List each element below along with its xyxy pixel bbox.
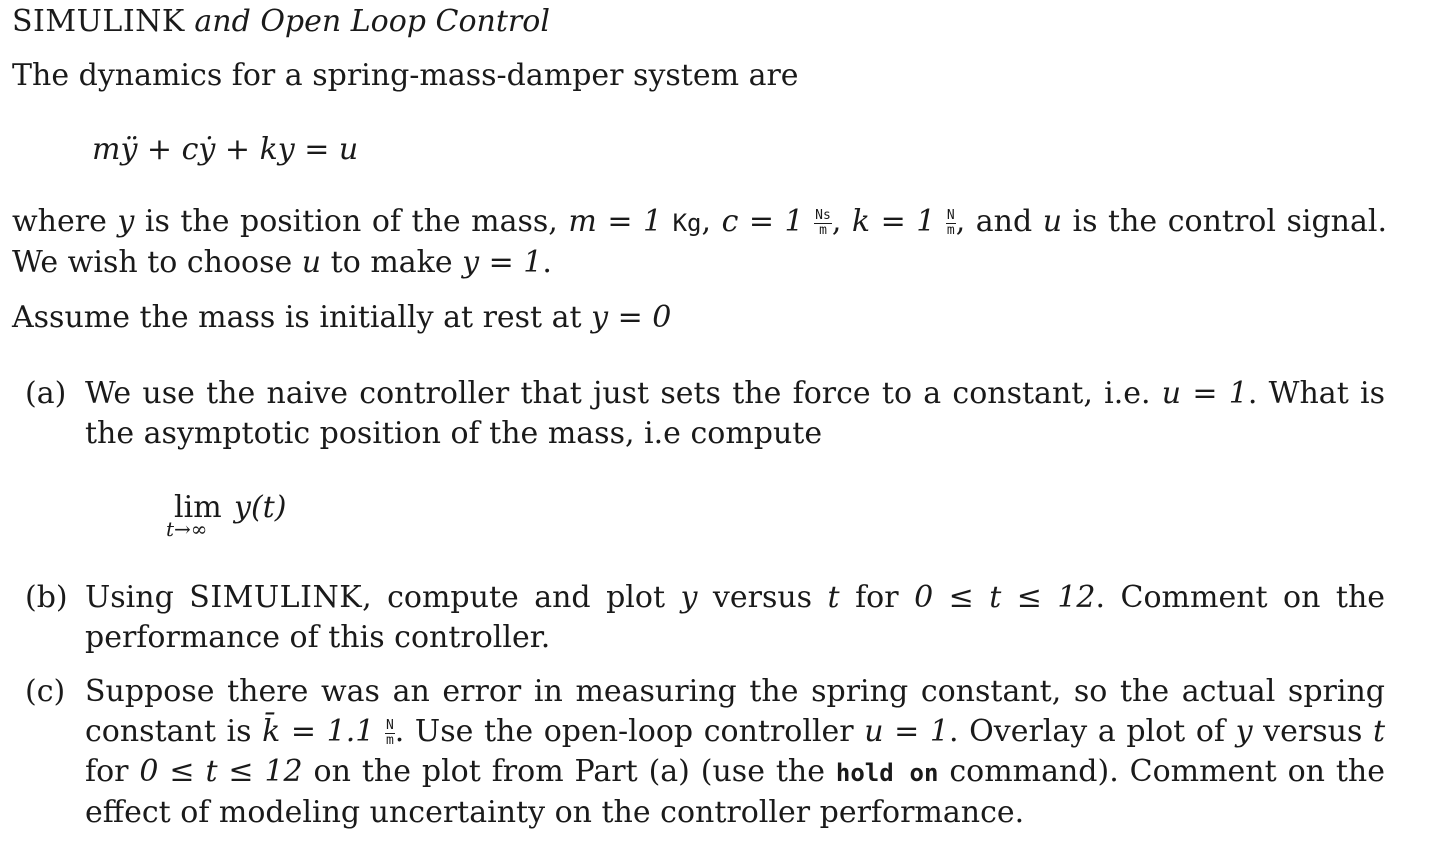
frac-den: m xyxy=(819,222,827,238)
part-text: for xyxy=(85,754,140,789)
math-y-eq: y = 1 xyxy=(462,245,543,280)
part-text: Suppose there was an error in measuring the spring constant, so the actual spring constant is xyxy=(85,674,1385,749)
dynamics-equation: mÿ + cẏ + ky = u xyxy=(92,132,359,167)
math-u1: u = 1 xyxy=(1161,376,1248,411)
part-a-label: (a) xyxy=(25,376,67,411)
simulink-word: SIMULINK xyxy=(189,580,363,615)
part-text: . Comment on the performance of this controller. xyxy=(85,580,1386,655)
unit-kg: Kg xyxy=(672,209,702,237)
code-hold-on: hold on xyxy=(835,759,939,787)
where-text: , xyxy=(701,204,722,239)
frac-num: N xyxy=(946,207,955,223)
where-text: , xyxy=(831,204,852,239)
section-heading xyxy=(12,2,550,42)
frac-num: N xyxy=(385,717,394,733)
math-range: 0 ≤ t ≤ 12 xyxy=(914,580,1096,615)
part-text: . Use the open-loop controller xyxy=(394,714,865,749)
where-text: to make xyxy=(321,245,463,280)
lim-word: lim xyxy=(174,490,222,525)
math-m: m = 1 xyxy=(568,204,673,239)
math-range: 0 ≤ t ≤ 12 xyxy=(139,754,303,789)
math-u: u xyxy=(301,245,322,280)
part-text: , compute and plot xyxy=(362,580,681,615)
part-text: We use the naive controller that just sets the force to a constant, i.e. xyxy=(85,376,1162,411)
frac-num: Ns xyxy=(815,207,831,223)
fraction-n-m xyxy=(946,209,956,238)
where-text: . xyxy=(542,245,552,280)
math-y: y xyxy=(117,204,135,239)
part-text: for xyxy=(839,580,915,615)
math-k: k = 1 xyxy=(851,204,946,239)
part-text: command). Comment on the effect of modeling uncertainty on the controller performance. xyxy=(85,754,1386,830)
frac-den: m xyxy=(946,222,955,238)
heading-title: and Open Loop Control xyxy=(194,4,550,39)
part-text: on the plot from Part (a) (use the xyxy=(302,754,836,789)
fraction-ns-m xyxy=(814,209,832,238)
math-t: t xyxy=(1372,714,1386,749)
frac-den: m xyxy=(385,732,394,748)
where-paragraph xyxy=(12,202,1387,283)
math-u: u xyxy=(1042,204,1063,239)
part-text: . Overlay a plot of xyxy=(949,714,1236,749)
part-c-label: (c) xyxy=(25,674,66,709)
heading-simulink: SIMULINK xyxy=(12,4,185,39)
fraction-n-m xyxy=(385,719,395,748)
lim-subscript: t→∞ xyxy=(166,517,208,541)
part-b-label: (b) xyxy=(25,580,68,615)
where-text: , and xyxy=(955,204,1043,239)
part-text: Using xyxy=(85,580,190,615)
math-y: y xyxy=(1235,714,1253,749)
math-c: c = 1 xyxy=(721,204,815,239)
math-kbar: k̄ = 1.1 xyxy=(262,714,385,749)
part-c-body xyxy=(85,672,1385,833)
math-u1: u = 1 xyxy=(864,714,950,749)
where-text: where xyxy=(12,204,118,239)
where-text: is the control signal. We wish to choose xyxy=(12,204,1387,280)
part-b-body xyxy=(85,578,1385,658)
part-text: versus xyxy=(697,580,828,615)
lim-function: y(t) xyxy=(234,490,287,525)
assume-paragraph xyxy=(12,298,1387,338)
math-t: t xyxy=(827,580,840,615)
math-y0: y = 0 xyxy=(591,300,672,335)
where-text: is the position of the mass, xyxy=(134,204,569,239)
part-a-body xyxy=(85,374,1385,454)
intro-text: The dynamics for a spring-mass-damper system are xyxy=(12,58,799,93)
assume-text: Assume the mass is initially at rest at xyxy=(12,300,592,335)
math-y: y xyxy=(680,580,698,615)
part-text: . What is the asymptotic position of the mass, i.e compute xyxy=(85,376,1385,451)
part-text: versus xyxy=(1252,714,1373,749)
